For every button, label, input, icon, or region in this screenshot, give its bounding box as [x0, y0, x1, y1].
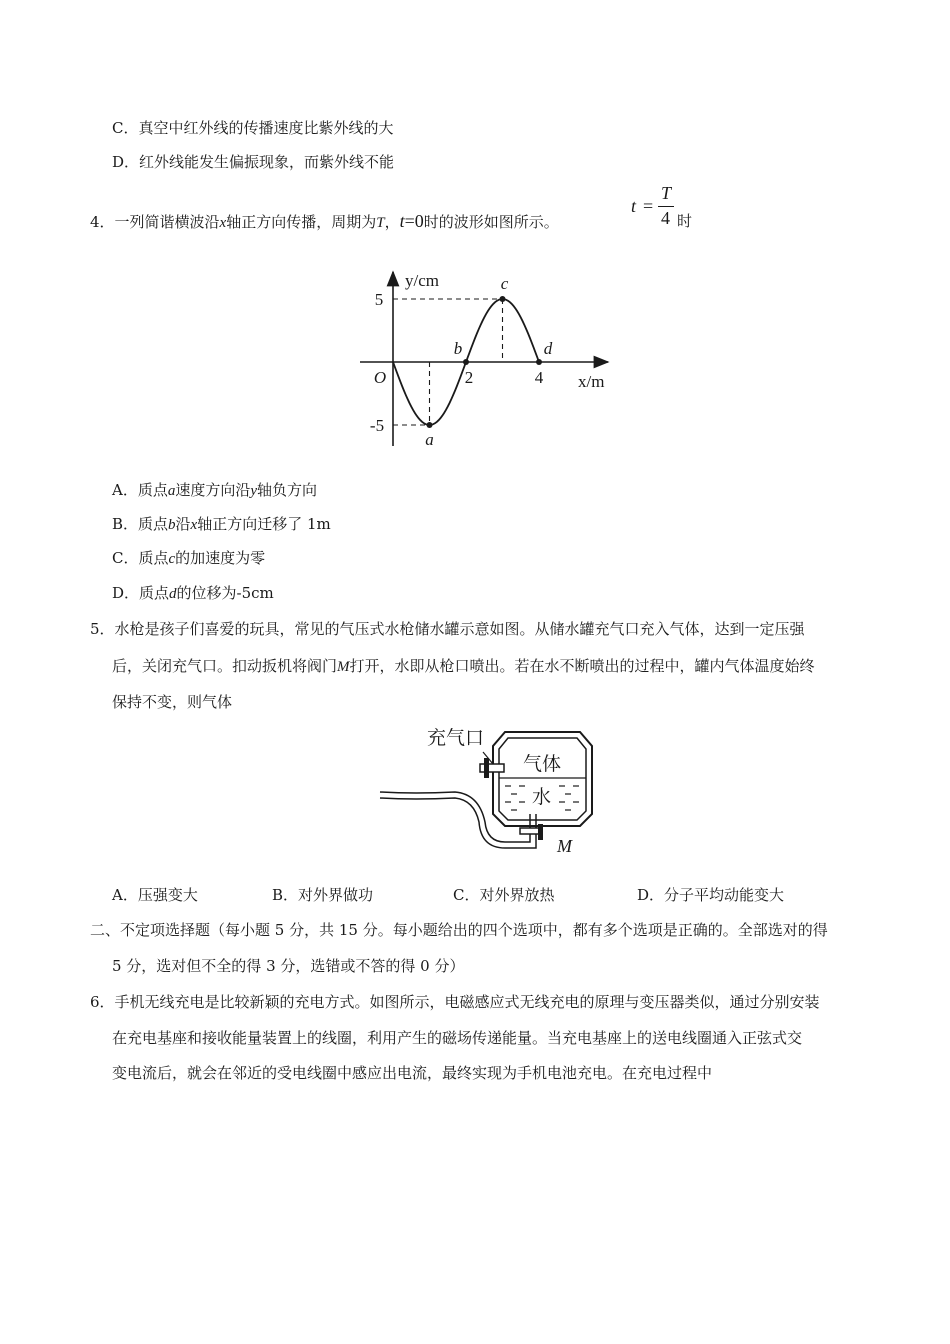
gas-label: 气体 [523, 753, 562, 775]
y-tick-minus5: -5 [369, 416, 385, 435]
section2-heading-line2: 5 分，选对但不全的得 3 分，选错或不答的得 0 分） [112, 957, 465, 975]
point-d [536, 359, 542, 365]
point-b [463, 359, 469, 365]
x-axis-label: x/m [578, 372, 605, 391]
valve-m-label: M [557, 836, 572, 856]
q6-stem-line2: 在充电基座和接收能量装置上的线圈，利用产生的磁场传递能量。当充电基座上的送电线圈通入正弦式交 [112, 1029, 803, 1047]
point-label-a: a [425, 430, 434, 448]
q4-option-c: C．质点c的加速度为零 [112, 549, 266, 567]
q4-stem: 4．一列简谐横波沿x轴正方向传播，周期为T，t=0时的波形如图所示。 [90, 211, 559, 231]
inlet-valve-cap [484, 758, 489, 778]
point-c [500, 296, 506, 302]
q5-option-d: D．分子平均动能变大 [637, 886, 785, 904]
point-label-d: d [543, 339, 553, 358]
q4-option-b: B．质点b沿x轴正方向迁移了 1m [112, 515, 331, 533]
q5-stem-line1: 5．水枪是孩子们喜爱的玩具，常见的气压式水枪储水罐示意如图。从储水罐充气口充入气体，达到一定压强 [90, 620, 805, 638]
point-label-c: c [500, 274, 509, 293]
fraction-bar [658, 206, 674, 207]
tank-outer [493, 732, 592, 826]
q3-option-d: D．红外线能发生偏振现象，而紫外线不能 [112, 153, 395, 171]
q5-option-a: A．压强变大 [112, 886, 198, 904]
q3-option-c: C．真空中红外线的传播速度比紫外线的大 [112, 119, 394, 137]
hose-outer [380, 798, 536, 848]
q5-option-c: C．对外界放热 [453, 886, 555, 904]
q5-option-b: B．对外界做功 [272, 886, 374, 904]
origin-label: O [373, 368, 387, 387]
y-axis-label: y/cm [405, 271, 439, 290]
q6-stem-line1: 6．手机无线充电是比较新颖的充电方式。如图所示，电磁感应式无线充电的原理与变压器类似，通过分别安装 [90, 993, 820, 1011]
section2-heading-line1: 二、不定项选择题（每小题 5 分，共 15 分。每小题给出的四个选项中，都有多个选项是正确的。全部选对的得 [90, 921, 828, 939]
wave-graph [350, 268, 610, 448]
inlet-label: 充气口 [427, 727, 485, 749]
x-tick-2: 2 [464, 368, 474, 387]
q5-stem-line3: 保持不变，则气体 [112, 693, 233, 711]
q4-option-d: D．质点d的位移为-5cm [112, 584, 274, 602]
q6-stem-line3: 变电流后，就会在邻近的受电线圈中感应出电流，最终实现为手机电池充电。在充电过程中 [112, 1064, 713, 1082]
water-gun-diagram [375, 722, 615, 872]
valve-m-handle [538, 824, 543, 840]
water-label: 水 [532, 786, 552, 808]
inlet-valve-body [480, 764, 504, 772]
point-label-b: b [453, 339, 463, 358]
y-tick-5: 5 [374, 290, 384, 309]
q4-option-a: A．质点a速度方向沿y轴负方向 [112, 481, 318, 499]
x-tick-4: 4 [534, 368, 544, 387]
point-a [427, 422, 433, 428]
q5-stem-line2: 后，关闭充气口。扣动扳机将阀门M打开，水即从枪口喷出。若在水不断喷出的过程中，罐内气体温度始终 [112, 657, 815, 675]
